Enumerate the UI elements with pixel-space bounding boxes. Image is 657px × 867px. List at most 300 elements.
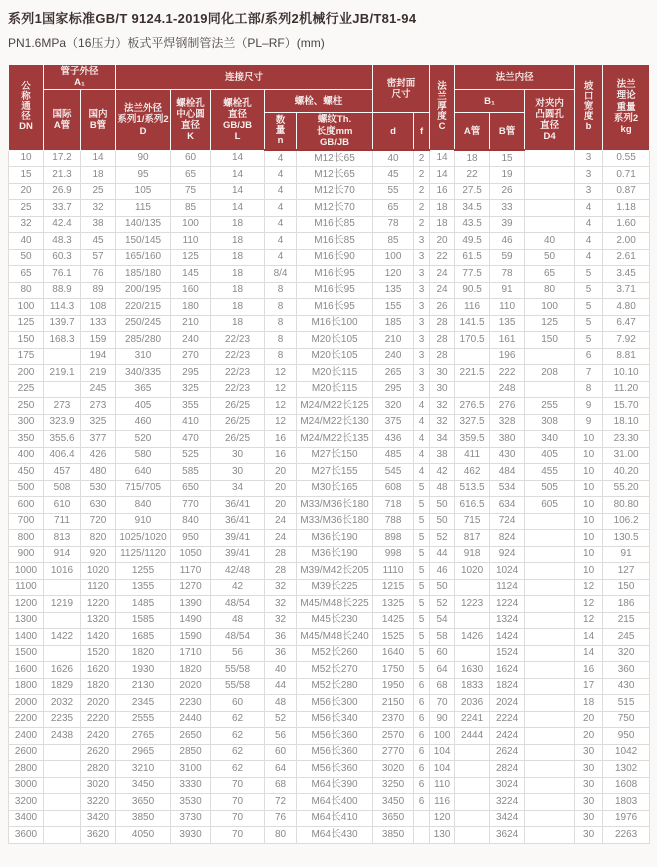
table-cell: 104 [430,761,455,778]
table-cell: 3200 [9,794,44,811]
table-cell: 1976 [603,810,650,827]
table-cell: 3 [414,332,430,349]
table-cell: 90 [116,150,171,167]
table-cell: M16长95 [297,282,373,299]
table-body [9,150,650,843]
table-cell: 1125/1120 [116,546,171,563]
table-cell: 5 [414,546,430,563]
table-row [9,629,650,646]
table-cell: 61.5 [455,249,490,266]
table-cell: M27长150 [297,447,373,464]
table-cell [455,348,490,365]
table-cell: 1950 [373,678,414,695]
table-cell: 3650 [116,794,171,811]
table-cell: 10 [575,530,603,547]
table-cell: 50 [9,249,44,266]
table-row [9,827,650,844]
table-cell: 1170 [171,563,211,580]
table-cell: 265 [373,365,414,382]
table-cell [525,645,575,662]
table-cell: 918 [455,546,490,563]
table-cell: 210 [373,332,414,349]
table-cell: 950 [171,530,211,547]
table-cell [44,794,81,811]
table-cell: 616.5 [455,497,490,514]
table-cell: 245 [603,629,650,646]
table-cell: 18 [211,249,265,266]
table-cell: 42/48 [211,563,265,580]
table-cell: 4 [414,431,430,448]
table-cell: 11.20 [603,381,650,398]
table-cell: 3 [414,315,430,332]
table-cell: 5 [575,332,603,349]
table-cell: 26/25 [211,414,265,431]
table-cell [525,579,575,596]
table-cell: 30 [575,744,603,761]
table-cell: 104 [430,744,455,761]
table-cell: 90 [430,711,455,728]
table-cell: 5 [414,513,430,530]
table-cell: 155 [373,299,414,316]
table-cell: 106.2 [603,513,650,530]
table-cell: 840 [171,513,211,530]
table-row [9,183,650,200]
table-cell: 55/58 [211,662,265,679]
table-cell: 10 [575,513,603,530]
table-row [9,216,650,233]
table-cell: 50 [430,497,455,514]
table-cell: M56长340 [297,711,373,728]
table-cell: 1016 [44,563,81,580]
table-cell: 59 [490,249,525,266]
table-cell: 4 [414,398,430,415]
table-cell: 6.47 [603,315,650,332]
table-cell: 32 [265,579,297,596]
table-cell: 6 [414,695,430,712]
table-cell: 300 [9,414,44,431]
table-cell: 1485 [116,596,171,613]
table-row [9,711,650,728]
table-cell: M16长95 [297,299,373,316]
table-row [9,431,650,448]
table-cell: 42.4 [44,216,81,233]
table-cell: 135 [490,315,525,332]
table-cell: 10.10 [603,365,650,382]
table-cell: M52长260 [297,645,373,662]
table-cell: 813 [44,530,81,547]
table-cell: 1833 [455,678,490,695]
table-cell [525,777,575,794]
table-cell: 1424 [490,629,525,646]
table-cell: 8/4 [265,266,297,283]
table-cell: 70 [211,794,265,811]
table-cell: 1200 [9,596,44,613]
table-cell: 36/41 [211,497,265,514]
table-cell: 34 [211,480,265,497]
table-cell [44,761,81,778]
table-row [9,563,650,580]
table-cell: 6 [414,728,430,745]
table-cell [455,777,490,794]
table-cell: 10 [575,431,603,448]
table-cell: 1420 [81,629,116,646]
header-b1: B₁ [455,90,525,113]
table-row [9,761,650,778]
table-cell [44,348,81,365]
table-cell: 28 [265,563,297,580]
table-row [9,497,650,514]
header-pipe-od: 管子外径 A₁ [44,65,116,90]
table-cell: 285/280 [116,332,171,349]
table-cell: 56 [211,645,265,662]
table-cell: 323.9 [44,414,81,431]
table-cell: 1110 [373,563,414,580]
table-cell [525,744,575,761]
table-cell: 2000 [9,695,44,712]
table-cell: 20 [575,711,603,728]
table-cell: 4.80 [603,299,650,316]
table-cell: 31.00 [603,447,650,464]
table-cell: 3730 [171,810,211,827]
table-cell: 1426 [455,629,490,646]
table-cell: 608 [373,480,414,497]
table-cell: M64长390 [297,777,373,794]
table-cell: 1020 [81,563,116,580]
table-cell: 273 [44,398,81,415]
table-cell [44,612,81,629]
table-cell: 1930 [116,662,171,679]
table-cell: 2345 [116,695,171,712]
table-cell: 5 [414,629,430,646]
table-row [9,332,650,349]
table-cell: 1.18 [603,200,650,217]
table-cell: 820 [81,530,116,547]
table-cell: 2438 [44,728,81,745]
table-cell: 12 [265,365,297,382]
table-cell: 14 [430,167,455,184]
table-cell: 1620 [81,662,116,679]
table-cell: 8 [575,381,603,398]
table-cell: 1585 [116,612,171,629]
table-cell: 2024 [490,695,525,712]
table-cell: 170.5 [455,332,490,349]
table-cell: 800 [9,530,44,547]
table-cell: 57 [81,249,116,266]
table-cell: 4 [575,216,603,233]
table-cell: 610 [44,497,81,514]
table-cell: 22/23 [211,348,265,365]
table-cell: 4 [265,200,297,217]
table-row [9,167,650,184]
table-cell: 250 [9,398,44,415]
header-bolts: 螺栓、螺柱 [265,90,373,113]
table-cell: 17.2 [44,150,81,167]
table-cell: 64 [265,761,297,778]
table-cell: 1000 [9,563,44,580]
table-cell: 30 [575,827,603,844]
table-cell: 1820 [81,678,116,695]
table-cell: 255 [525,398,575,415]
table-row [9,348,650,365]
table-cell: 175 [9,348,44,365]
table-cell: 30 [575,810,603,827]
table-cell [414,827,430,844]
table-cell: 88.9 [44,282,81,299]
table-cell: 60.3 [44,249,81,266]
table-cell: 426 [81,447,116,464]
table-cell: 40 [265,662,297,679]
table-cell: 605 [525,497,575,514]
table-cell: 32 [430,398,455,415]
header-bolt-qty: 数 量 n [265,113,297,150]
table-cell: M64长430 [297,827,373,844]
table-cell: 4 [414,414,430,431]
table-cell: 4 [265,150,297,167]
table-cell [44,579,81,596]
table-cell: 180 [171,299,211,316]
table-cell: 750 [603,711,650,728]
table-cell: M24/M22长125 [297,398,373,415]
table-cell [525,167,575,184]
table-cell: 1025/1020 [116,530,171,547]
table-cell: 3620 [81,827,116,844]
table-cell: 8 [265,299,297,316]
table-cell: 1500 [9,645,44,662]
table-cell: 150 [525,332,575,349]
table-cell: 20 [265,480,297,497]
table-cell: 90.5 [455,282,490,299]
table-cell: 50 [430,513,455,530]
table-row [9,513,650,530]
table-cell: 4 [265,183,297,200]
table-cell: 770 [171,497,211,514]
table-cell: 33.7 [44,200,81,217]
table-cell: 75 [171,183,211,200]
table-cell: 150/145 [116,233,171,250]
table-cell: 116 [430,794,455,811]
table-cell: 140/135 [116,216,171,233]
table-row [9,695,650,712]
table-cell: 46 [490,233,525,250]
table-cell [455,744,490,761]
table-cell: 32 [265,596,297,613]
table-cell: 18 [211,233,265,250]
table-cell: 8 [265,315,297,332]
table-cell: 22/23 [211,365,265,382]
table-cell: 1525 [373,629,414,646]
table-row [9,596,650,613]
table-cell: 10 [575,497,603,514]
table-cell: M56长360 [297,744,373,761]
table-cell: 2020 [171,678,211,695]
table-cell [525,563,575,580]
table-cell: 2 [414,183,430,200]
table-cell: 219.1 [44,365,81,382]
table-row [9,678,650,695]
table-cell: 1355 [116,579,171,596]
table-row [9,777,650,794]
table-header [9,65,650,151]
table-cell: 30 [575,777,603,794]
table-cell: 1820 [171,662,211,679]
table-row [9,381,650,398]
table-cell: 2820 [81,761,116,778]
table-cell: 2620 [81,744,116,761]
table-cell: 1800 [9,678,44,695]
table-cell: 5 [414,612,430,629]
table-cell: 15.70 [603,398,650,415]
table-cell: 16 [265,447,297,464]
table-row [9,299,650,316]
table-cell: 135 [373,282,414,299]
table-row [9,249,650,266]
table-cell: 3 [575,183,603,200]
table-cell: 3 [414,266,430,283]
table-cell: M24/M22长130 [297,414,373,431]
table-cell: 6 [414,761,430,778]
header-thickness: 法 兰 厚 度 C [430,65,455,151]
table-cell: 4 [575,249,603,266]
table-cell: 185 [373,315,414,332]
table-cell: 1803 [603,794,650,811]
table-cell: 1710 [171,645,211,662]
table-cell: 116 [455,299,490,316]
table-cell: 3400 [9,810,44,827]
table-cell: 165/160 [116,249,171,266]
header-bore-b: B管 [490,113,525,150]
table-cell: 14 [211,150,265,167]
table-cell: 2420 [81,728,116,745]
table-cell [525,728,575,745]
table-cell: 85 [171,200,211,217]
table-row [9,744,650,761]
table-cell: 320 [603,645,650,662]
table-cell [455,579,490,596]
table-cell: 5 [414,480,430,497]
table-cell: 1.60 [603,216,650,233]
table-cell: 505 [525,480,575,497]
table-cell: 295 [171,365,211,382]
table-row [9,398,650,415]
table-cell: 18 [81,167,116,184]
table-cell: 4 [265,233,297,250]
table-cell [455,810,490,827]
table-cell: 3 [414,249,430,266]
table-cell: M33/M36长180 [297,497,373,514]
table-cell: 1626 [44,662,81,679]
header-bore-a: A管 [455,113,490,150]
table-cell: 4 [414,464,430,481]
table-cell: 3224 [490,794,525,811]
table-cell: 26 [430,299,455,316]
table-cell: 2 [414,216,430,233]
table-row [9,233,650,250]
table-cell: 824 [490,530,525,547]
table-cell: 20 [265,497,297,514]
table-row [9,464,650,481]
table-cell: 6 [414,678,430,695]
table-cell: 18 [211,299,265,316]
table-cell: 1630 [455,662,490,679]
header-bore: 法兰内径 [455,65,575,90]
table-cell: 26/25 [211,431,265,448]
table-cell: M36长190 [297,530,373,547]
header-f: f [414,113,430,150]
table-cell: 2800 [9,761,44,778]
table-cell: 4 [575,233,603,250]
table-cell: 10 [575,447,603,464]
table-cell: 1324 [490,612,525,629]
table-row [9,266,650,283]
table-cell [525,216,575,233]
table-cell: 222 [490,365,525,382]
table-cell: 325 [81,414,116,431]
table-cell: 30 [430,365,455,382]
table-cell: 2 [414,200,430,217]
table-cell: 5 [414,579,430,596]
table-cell: 105 [116,183,171,200]
table-cell: 48 [430,480,455,497]
table-cell: 15 [9,167,44,184]
table-cell: 70 [211,777,265,794]
table-cell: 3 [414,381,430,398]
table-cell: 3930 [171,827,211,844]
table-cell: 5 [414,530,430,547]
table-cell: 65 [525,266,575,283]
table-cell: 100 [171,216,211,233]
table-cell: 3210 [116,761,171,778]
table-cell: 436 [373,431,414,448]
table-row [9,530,650,547]
table-cell [455,612,490,629]
table-cell: 1215 [373,579,414,596]
table-cell: 4 [265,249,297,266]
table-cell [455,381,490,398]
table-cell: 62 [211,761,265,778]
table-cell: 23.30 [603,431,650,448]
table-cell: 4 [575,200,603,217]
table-cell [525,183,575,200]
table-cell: 80 [525,282,575,299]
table-cell: 580 [116,447,171,464]
table-cell: 320 [373,398,414,415]
table-cell: 3624 [490,827,525,844]
table-cell: 24 [265,513,297,530]
table-cell: 1224 [490,596,525,613]
table-cell: 91 [490,282,525,299]
table-cell: 4 [265,167,297,184]
header-thread: 螺纹Th. 长度mm GB/JB [297,113,373,150]
table-cell: 78 [373,216,414,233]
header-flange-od: 法兰外径 系列1/系列2 D [116,90,171,150]
table-cell: 18 [575,695,603,712]
table-cell: 7 [575,365,603,382]
table-cell: 462 [455,464,490,481]
table-cell: 110 [430,777,455,794]
table-cell: 3024 [490,777,525,794]
table-cell: 12 [265,381,297,398]
table-row [9,447,650,464]
table-cell: 22/23 [211,381,265,398]
table-cell: 3.45 [603,266,650,283]
table-cell: 3450 [116,777,171,794]
table-cell: 22 [430,249,455,266]
table-cell: 196 [490,348,525,365]
table-cell: 40 [9,233,44,250]
table-cell: 28 [265,546,297,563]
table-row [9,150,650,167]
table-cell: 38 [81,216,116,233]
